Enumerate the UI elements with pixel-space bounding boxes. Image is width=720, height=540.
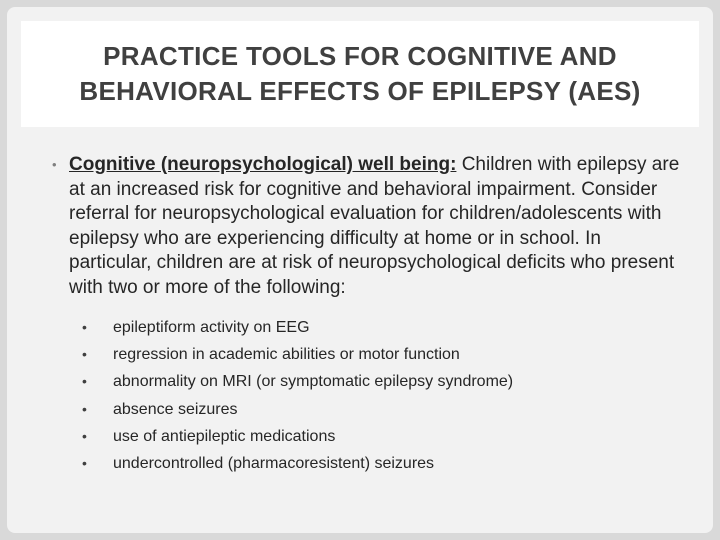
bullet-dot-icon: • [82,400,87,417]
bullet-dot-icon: • [82,373,87,390]
sub-bullet-item [74,450,682,477]
title-box [21,21,699,127]
main-bullet-lead: Cognitive (neuropsychological) well being: [69,154,457,175]
sub-bullet-text: regression in academic abilities or motor function [113,346,460,364]
sub-bullet-item [74,368,682,395]
sub-bullet-text: use of antiepileptic medications [113,427,336,445]
main-bullet [52,153,682,300]
sub-bullet-text: abnormality on MRI (or symptomatic epilepsy syndrome) [113,373,514,391]
bullet-dot-icon: • [82,427,87,444]
bullet-dot-icon: • [52,157,57,172]
sub-bullet-item [74,341,682,368]
sub-bullet-text: epileptiform activity on EEG [113,319,310,336]
slide-content [52,153,682,477]
bullet-dot-icon: • [82,319,87,335]
bullet-dot-icon: • [82,455,87,472]
slide-title: PRACTICE TOOLS FOR COGNITIVE AND BEHAVIORAL EFFECTS OF EPILEPSY (AES) [79,41,641,106]
sub-bullet-text: undercontrolled (pharmacoresistent) seizures [113,455,435,473]
sub-bullet-item [74,314,682,341]
sub-bullet-item [74,396,682,423]
sub-bullet-item [74,423,682,450]
bullet-dot-icon: • [82,346,87,363]
sub-bullet-list [52,314,682,477]
sub-bullet-text: absence seizures [113,400,238,418]
main-bullet-text: Children with epilepsy are at an increased risk for cognitive and behavioral impairment. Consider referral for neuropsychological evaluation for children/adolescents with epilepsy who are experiencing difficulty at home or in school. In particular, children are at risk of neuropsychological deficits who present with two or more of the following: [69,154,680,298]
